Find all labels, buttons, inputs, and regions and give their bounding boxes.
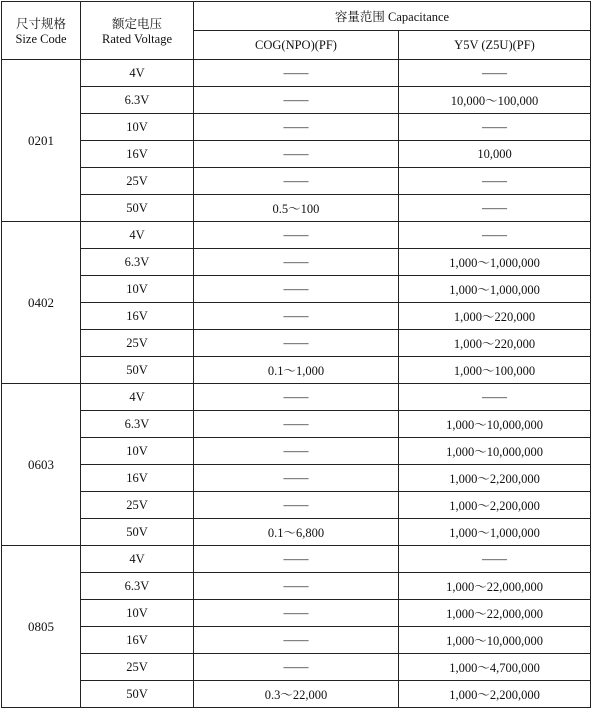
table-row <box>2 600 591 627</box>
cog-cell: —— <box>194 114 399 141</box>
cog-cell: —— <box>194 492 399 519</box>
cog-cell: —— <box>194 546 399 573</box>
voltage-cell: 25V <box>81 654 194 681</box>
size-code-header-cn: 尺寸规格 <box>15 17 66 31</box>
y5v-cell: 1,000～10,000,000 <box>399 438 591 465</box>
table-row <box>2 168 591 195</box>
y5v-cell: 10,000 <box>399 141 591 168</box>
voltage-cell: 10V <box>81 276 194 303</box>
rated-voltage-header <box>81 2 194 60</box>
cog-header: COG(NPO)(PF) <box>194 31 399 60</box>
voltage-cell: 25V <box>81 330 194 357</box>
cog-cell: —— <box>194 384 399 411</box>
y5v-cell: 1,000～4,700,000 <box>399 654 591 681</box>
y5v-cell: —— <box>399 114 591 141</box>
table-row <box>2 654 591 681</box>
table-row <box>2 357 591 384</box>
size-code-cell: 0805 <box>2 546 81 708</box>
y5v-cell: —— <box>399 384 591 411</box>
cog-cell: —— <box>194 222 399 249</box>
cog-cell: —— <box>194 573 399 600</box>
size-code-cell: 0603 <box>2 384 81 546</box>
size-code-header <box>2 2 81 60</box>
table-row <box>2 114 591 141</box>
table-row <box>2 60 591 87</box>
voltage-cell: 50V <box>81 681 194 708</box>
table-row <box>2 546 591 573</box>
voltage-cell: 25V <box>81 168 194 195</box>
voltage-cell: 6.3V <box>81 249 194 276</box>
table-row <box>2 627 591 654</box>
cog-cell: —— <box>194 600 399 627</box>
voltage-cell: 16V <box>81 465 194 492</box>
table-row <box>2 276 591 303</box>
voltage-cell: 50V <box>81 195 194 222</box>
voltage-cell: 50V <box>81 357 194 384</box>
y5v-cell: 1,000～1,000,000 <box>399 249 591 276</box>
voltage-cell: 25V <box>81 492 194 519</box>
voltage-cell: 6.3V <box>81 573 194 600</box>
capacitance-table <box>1 1 591 708</box>
cog-cell: —— <box>194 168 399 195</box>
y5v-cell: —— <box>399 222 591 249</box>
y5v-cell: 1,000～2,200,000 <box>399 681 591 708</box>
y5v-cell: 1,000～22,000,000 <box>399 573 591 600</box>
size-code-cell: 0201 <box>2 60 81 222</box>
y5v-cell: —— <box>399 168 591 195</box>
table-row <box>2 195 591 222</box>
voltage-cell: 16V <box>81 303 194 330</box>
voltage-cell: 50V <box>81 519 194 546</box>
y5v-cell: 1,000～10,000,000 <box>399 411 591 438</box>
cog-cell: —— <box>194 654 399 681</box>
y5v-cell: 1,000～100,000 <box>399 357 591 384</box>
cog-cell: —— <box>194 60 399 87</box>
voltage-cell: 6.3V <box>81 411 194 438</box>
table-row <box>2 384 591 411</box>
table-row <box>2 222 591 249</box>
y5v-header: Y5V (Z5U)(PF) <box>399 31 591 60</box>
voltage-cell: 16V <box>81 141 194 168</box>
table-row <box>2 411 591 438</box>
cog-cell: —— <box>194 276 399 303</box>
table-row <box>2 438 591 465</box>
y5v-cell: —— <box>399 546 591 573</box>
table-row <box>2 141 591 168</box>
y5v-cell: 1,000～220,000 <box>399 303 591 330</box>
cog-cell: 0.3～22,000 <box>194 681 399 708</box>
table-row <box>2 465 591 492</box>
table-row <box>2 681 591 708</box>
cog-cell: —— <box>194 141 399 168</box>
voltage-cell: 10V <box>81 600 194 627</box>
voltage-cell: 10V <box>81 438 194 465</box>
cog-cell: —— <box>194 303 399 330</box>
table-row <box>2 492 591 519</box>
table-row <box>2 573 591 600</box>
rated-voltage-header-en: Rated Voltage <box>101 32 172 46</box>
cog-cell: —— <box>194 465 399 492</box>
cog-cell: —— <box>194 411 399 438</box>
table-body <box>2 60 591 708</box>
cog-cell: —— <box>194 249 399 276</box>
y5v-cell: 1,000～2,200,000 <box>399 492 591 519</box>
y5v-cell: 1,000～220,000 <box>399 330 591 357</box>
table-row <box>2 303 591 330</box>
cog-cell: —— <box>194 330 399 357</box>
cog-cell: 0.5～100 <box>194 195 399 222</box>
voltage-cell: 10V <box>81 114 194 141</box>
y5v-cell: —— <box>399 195 591 222</box>
table-row <box>2 249 591 276</box>
y5v-cell: 1,000～1,000,000 <box>399 519 591 546</box>
cog-cell: 0.1～1,000 <box>194 357 399 384</box>
y5v-cell: 1,000～1,000,000 <box>399 276 591 303</box>
y5v-cell: 10,000～100,000 <box>399 87 591 114</box>
voltage-cell: 4V <box>81 546 194 573</box>
voltage-cell: 4V <box>81 222 194 249</box>
y5v-cell: 1,000～22,000,000 <box>399 600 591 627</box>
cog-cell: —— <box>194 627 399 654</box>
cog-cell: —— <box>194 438 399 465</box>
header-row-1 <box>2 2 591 31</box>
y5v-cell: —— <box>399 60 591 87</box>
table-row <box>2 519 591 546</box>
capacitance-header: 容量范围 Capacitance <box>194 2 591 31</box>
table-row <box>2 330 591 357</box>
cog-cell: 0.1～6,800 <box>194 519 399 546</box>
rated-voltage-header-cn: 额定电压 <box>111 17 162 31</box>
size-code-header-en: Size Code <box>15 32 67 46</box>
voltage-cell: 6.3V <box>81 87 194 114</box>
voltage-cell: 16V <box>81 627 194 654</box>
voltage-cell: 4V <box>81 384 194 411</box>
y5v-cell: 1,000～2,200,000 <box>399 465 591 492</box>
y5v-cell: 1,000～10,000,000 <box>399 627 591 654</box>
size-code-cell: 0402 <box>2 222 81 384</box>
voltage-cell: 4V <box>81 60 194 87</box>
table-row <box>2 87 591 114</box>
cog-cell: —— <box>194 87 399 114</box>
